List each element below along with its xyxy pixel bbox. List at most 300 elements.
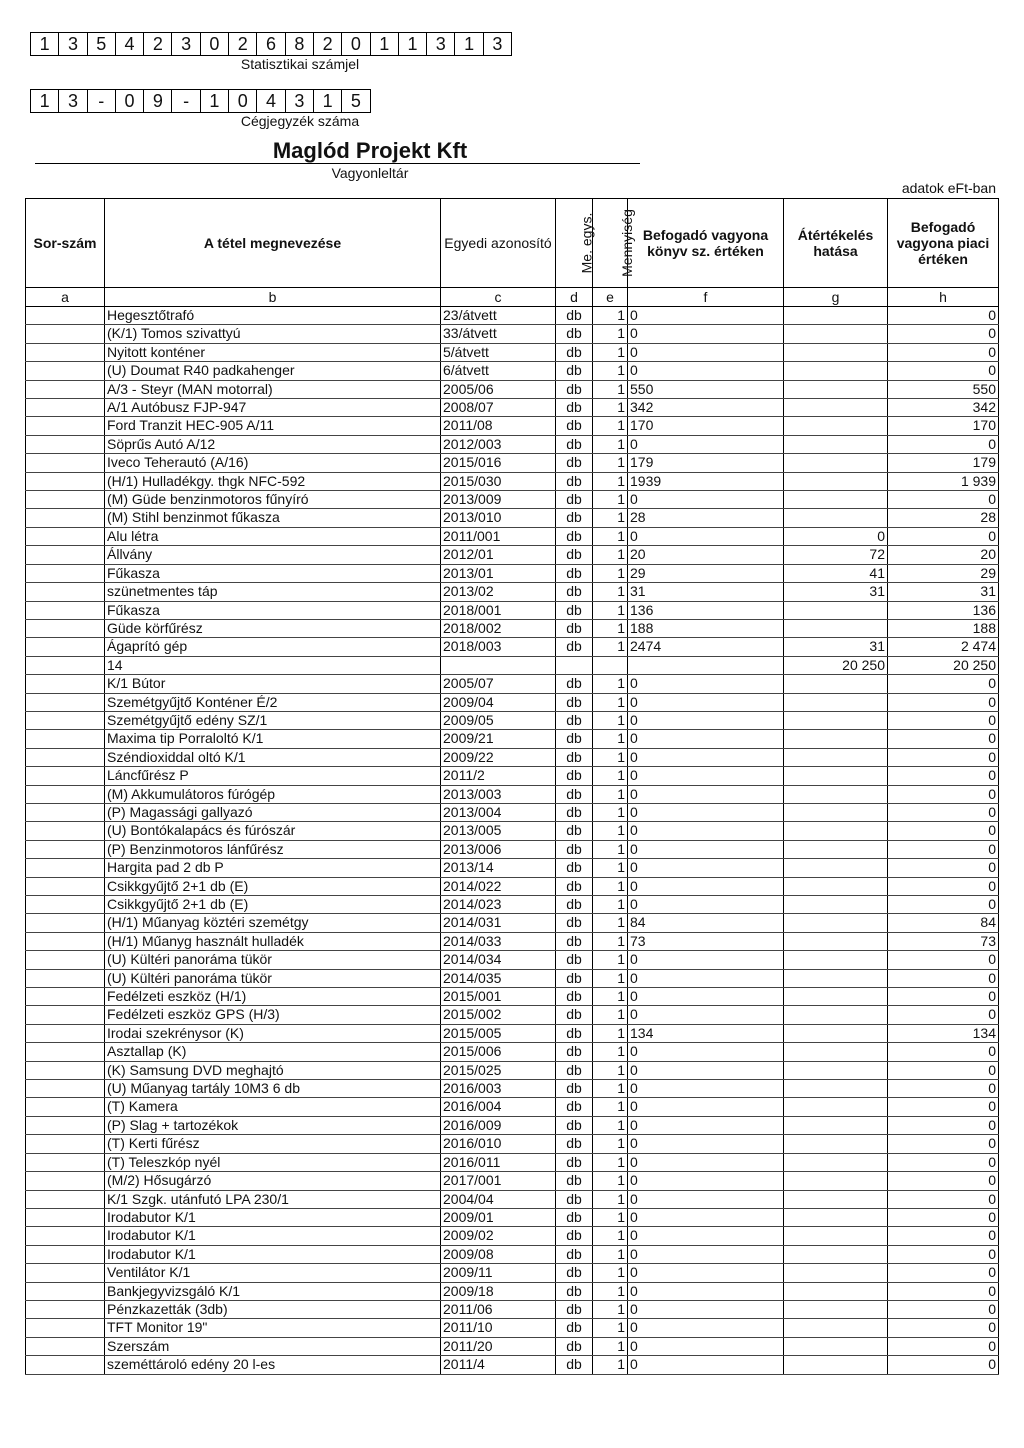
market-value: 179	[888, 454, 999, 472]
row-serial	[26, 343, 105, 361]
table-row	[26, 1024, 999, 1042]
item-name: (T) Teleszkóp nyél	[105, 1153, 441, 1171]
market-value: 20 250	[888, 656, 999, 674]
row-serial	[26, 711, 105, 729]
item-unit: db	[556, 1356, 593, 1374]
book-value: 2474	[628, 638, 784, 656]
book-value	[628, 656, 784, 674]
book-value: 84	[628, 914, 784, 932]
revaluation	[784, 1043, 888, 1061]
book-value: 0	[628, 1080, 784, 1098]
item-id: 2018/003	[441, 638, 556, 656]
item-name: Irodai szekrénysor (K)	[105, 1024, 441, 1042]
market-value: 0	[888, 711, 999, 729]
book-value: 0	[628, 1153, 784, 1171]
row-serial	[26, 601, 105, 619]
item-name: (U) Bontókalapács és fúrószár	[105, 822, 441, 840]
row-serial	[26, 1264, 105, 1282]
book-value: 0	[628, 877, 784, 895]
company-name: Maglód Projekt Kft	[272, 138, 468, 163]
revaluation	[784, 840, 888, 858]
inventory-rows	[26, 307, 999, 1375]
code-digit: 5	[88, 33, 116, 55]
code-digit: 5	[350, 91, 361, 111]
item-unit: db	[556, 840, 593, 858]
market-value: 170	[888, 417, 999, 435]
item-unit: db	[556, 1024, 593, 1042]
revaluation	[784, 1356, 888, 1374]
item-qty: 1	[593, 527, 628, 545]
item-id	[441, 656, 556, 674]
item-qty: 1	[593, 1098, 628, 1116]
item-id: 2015/016	[441, 454, 556, 472]
item-id: 2014/033	[441, 932, 556, 950]
item-qty: 1	[593, 343, 628, 361]
item-name: TFT Monitor 19"	[105, 1319, 441, 1337]
code-digit: 6	[257, 33, 285, 55]
reg-code-boxes	[30, 89, 371, 113]
table-row	[26, 527, 999, 545]
item-unit: db	[556, 785, 593, 803]
item-name: Bankjegyvizsgáló K/1	[105, 1282, 441, 1300]
item-qty: 1	[593, 711, 628, 729]
revaluation	[784, 711, 888, 729]
revaluation	[784, 1319, 888, 1337]
item-unit: db	[556, 380, 593, 398]
market-value: 0	[888, 1061, 999, 1079]
item-id: 2013/02	[441, 583, 556, 601]
item-id: 33/átvett	[441, 325, 556, 343]
row-serial	[26, 1245, 105, 1263]
item-unit: db	[556, 1061, 593, 1079]
code-digit: 4	[257, 90, 285, 112]
market-value: 0	[888, 1319, 999, 1337]
code-digit: 8	[286, 33, 314, 55]
table-row	[26, 1043, 999, 1061]
row-serial	[26, 1024, 105, 1042]
item-id: 6/átvett	[441, 362, 556, 380]
item-id: 2004/04	[441, 1190, 556, 1208]
item-unit: db	[556, 472, 593, 490]
book-value: 0	[628, 1264, 784, 1282]
item-id: 2016/004	[441, 1098, 556, 1116]
item-name: (K/1) Tomos szivattyú	[105, 325, 441, 343]
item-unit: db	[556, 601, 593, 619]
code-digit: 3	[286, 90, 314, 112]
revaluation	[784, 1300, 888, 1318]
table-row	[26, 1319, 999, 1337]
item-unit: db	[556, 1098, 593, 1116]
item-name: (P) Slag + tartozékok	[105, 1116, 441, 1134]
book-value: 0	[628, 767, 784, 785]
market-value: 73	[888, 932, 999, 950]
row-serial	[26, 1043, 105, 1061]
item-name: Pénzkazetták (3db)	[105, 1300, 441, 1318]
revaluation: 41	[784, 564, 888, 582]
table-row	[26, 988, 999, 1006]
item-id: 2014/023	[441, 896, 556, 914]
item-name: (H/1) Hulladékgy. thgk NFC-592	[105, 472, 441, 490]
item-id: 2015/005	[441, 1024, 556, 1042]
item-name: (U) Műanyag tartály 10M3 6 db	[105, 1080, 441, 1098]
item-id: 2015/030	[441, 472, 556, 490]
header-d-text: Me. egys.	[578, 212, 595, 274]
table-row	[26, 969, 999, 987]
row-serial	[26, 307, 105, 325]
item-unit: db	[556, 1153, 593, 1171]
item-unit: db	[556, 546, 593, 564]
item-name: (P) Magassági gallyazó	[105, 803, 441, 821]
market-value: 342	[888, 399, 999, 417]
item-unit: db	[556, 362, 593, 380]
item-qty: 1	[593, 362, 628, 380]
book-value: 179	[628, 454, 784, 472]
revaluation	[784, 969, 888, 987]
row-serial	[26, 509, 105, 527]
market-value: 0	[888, 527, 999, 545]
row-serial	[26, 656, 105, 674]
item-id: 2013/005	[441, 822, 556, 840]
book-value: 0	[628, 1190, 784, 1208]
row-serial	[26, 1356, 105, 1374]
item-name: Ágaprító gép	[105, 638, 441, 656]
table-row	[26, 951, 999, 969]
item-unit: db	[556, 619, 593, 637]
revaluation	[784, 785, 888, 803]
revaluation	[784, 491, 888, 509]
row-serial	[26, 1319, 105, 1337]
book-value: 0	[628, 1116, 784, 1134]
item-unit: db	[556, 1190, 593, 1208]
item-id: 2013/01	[441, 564, 556, 582]
book-value: 73	[628, 932, 784, 950]
market-value: 28	[888, 509, 999, 527]
revaluation	[784, 675, 888, 693]
book-value: 342	[628, 399, 784, 417]
item-name: (T) Kamera	[105, 1098, 441, 1116]
table-row	[26, 932, 999, 950]
book-value: 0	[628, 435, 784, 453]
table-row	[26, 914, 999, 932]
row-serial	[26, 785, 105, 803]
item-unit: db	[556, 417, 593, 435]
item-qty: 1	[593, 1080, 628, 1098]
letter-e: e	[593, 288, 628, 307]
item-qty: 1	[593, 601, 628, 619]
revaluation	[784, 1227, 888, 1245]
code-digit: -	[172, 90, 200, 112]
row-serial	[26, 1080, 105, 1098]
book-value: 1939	[628, 472, 784, 490]
market-value: 0	[888, 803, 999, 821]
inventory-table	[25, 198, 999, 1375]
item-name: K/1 Szgk. utánfutó LPA 230/1	[105, 1190, 441, 1208]
item-name: (H/1) Műanyag köztéri szemétgy	[105, 914, 441, 932]
item-id: 2009/05	[441, 711, 556, 729]
item-unit: db	[556, 767, 593, 785]
item-unit: db	[556, 877, 593, 895]
item-id: 2011/06	[441, 1300, 556, 1318]
header-c: Egyedi azonosító	[441, 199, 556, 288]
book-value: 0	[628, 840, 784, 858]
item-id: 2015/002	[441, 1006, 556, 1024]
revaluation	[784, 399, 888, 417]
table-row	[26, 693, 999, 711]
item-id: 2013/003	[441, 785, 556, 803]
letter-g: g	[784, 288, 888, 307]
code-digit: 0	[116, 90, 144, 112]
row-serial	[26, 546, 105, 564]
item-qty: 1	[593, 307, 628, 325]
header-d	[556, 199, 593, 288]
book-value: 0	[628, 693, 784, 711]
item-name: Söprűs Autó A/12	[105, 435, 441, 453]
book-value: 0	[628, 748, 784, 766]
code-digit: 2	[144, 33, 172, 55]
item-name: (H/1) Műanyg használt hulladék	[105, 932, 441, 950]
revaluation	[784, 932, 888, 950]
item-id: 2013/14	[441, 859, 556, 877]
item-qty: 1	[593, 1208, 628, 1226]
item-unit: db	[556, 307, 593, 325]
item-id: 5/átvett	[441, 343, 556, 361]
market-value: 0	[888, 1006, 999, 1024]
market-value: 0	[888, 1282, 999, 1300]
item-id: 2005/07	[441, 675, 556, 693]
column-letters-row	[26, 288, 999, 307]
item-id: 2013/010	[441, 509, 556, 527]
row-serial	[26, 325, 105, 343]
revaluation	[784, 1006, 888, 1024]
book-value: 0	[628, 675, 784, 693]
revaluation	[784, 343, 888, 361]
book-value: 31	[628, 583, 784, 601]
item-qty: 1	[593, 380, 628, 398]
item-qty: 1	[593, 583, 628, 601]
row-serial	[26, 693, 105, 711]
header-e-text: Mennyiség	[618, 209, 635, 277]
item-id: 2009/01	[441, 1208, 556, 1226]
revaluation	[784, 454, 888, 472]
item-unit: db	[556, 583, 593, 601]
book-value: 0	[628, 988, 784, 1006]
row-serial	[26, 491, 105, 509]
row-serial	[26, 1006, 105, 1024]
item-id: 2011/08	[441, 417, 556, 435]
revaluation	[784, 601, 888, 619]
item-name: (M) Güde benzinmotoros fűnyíró	[105, 491, 441, 509]
market-value: 31	[888, 583, 999, 601]
table-row	[26, 435, 999, 453]
revaluation	[784, 1116, 888, 1134]
revaluation	[784, 509, 888, 527]
row-serial	[26, 362, 105, 380]
item-qty: 1	[593, 509, 628, 527]
item-name: (U) Kültéri panoráma tükör	[105, 951, 441, 969]
revaluation	[784, 1080, 888, 1098]
table-row	[26, 1264, 999, 1282]
revaluation	[784, 1153, 888, 1171]
market-value: 0	[888, 951, 999, 969]
revaluation	[784, 988, 888, 1006]
item-name: 14	[105, 656, 441, 674]
row-serial	[26, 564, 105, 582]
item-id: 2014/034	[441, 951, 556, 969]
header-g: Átértékelés hatása	[784, 199, 888, 288]
item-name: Güde körfűrész	[105, 619, 441, 637]
item-id: 2016/003	[441, 1080, 556, 1098]
item-id: 2014/035	[441, 969, 556, 987]
row-serial	[26, 730, 105, 748]
item-unit: db	[556, 1080, 593, 1098]
item-qty	[593, 656, 628, 674]
item-unit: db	[556, 969, 593, 987]
header-e	[593, 199, 635, 288]
item-qty: 1	[593, 1282, 628, 1300]
market-value: 0	[888, 325, 999, 343]
item-id: 2015/006	[441, 1043, 556, 1061]
item-name: (M) Akkumulátoros fúrógép	[105, 785, 441, 803]
table-row	[26, 1245, 999, 1263]
row-serial	[26, 1227, 105, 1245]
item-id: 2018/002	[441, 619, 556, 637]
market-value: 0	[888, 343, 999, 361]
item-qty: 1	[593, 1319, 628, 1337]
item-unit: db	[556, 1006, 593, 1024]
item-unit: db	[556, 399, 593, 417]
table-row	[26, 380, 999, 398]
item-unit: db	[556, 730, 593, 748]
item-unit: db	[556, 454, 593, 472]
table-row	[26, 711, 999, 729]
row-serial	[26, 435, 105, 453]
row-serial	[26, 380, 105, 398]
table-row	[26, 767, 999, 785]
item-unit: db	[556, 1135, 593, 1153]
item-name: Szerszám	[105, 1337, 441, 1355]
item-qty: 1	[593, 675, 628, 693]
item-qty: 1	[593, 435, 628, 453]
item-unit: db	[556, 509, 593, 527]
revaluation	[784, 803, 888, 821]
revaluation	[784, 896, 888, 914]
book-value: 0	[628, 711, 784, 729]
revaluation	[784, 859, 888, 877]
item-name: Fedélzeti eszköz (H/1)	[105, 988, 441, 1006]
table-row	[26, 877, 999, 895]
revaluation	[784, 325, 888, 343]
revaluation	[784, 1061, 888, 1079]
item-id: 2009/04	[441, 693, 556, 711]
letter-d: d	[556, 288, 593, 307]
market-value: 550	[888, 380, 999, 398]
book-value: 0	[628, 730, 784, 748]
item-qty: 1	[593, 896, 628, 914]
table-row	[26, 417, 999, 435]
table-row	[26, 785, 999, 803]
item-unit: db	[556, 1264, 593, 1282]
item-unit: db	[556, 932, 593, 950]
item-qty: 1	[593, 822, 628, 840]
market-value: 0	[888, 1098, 999, 1116]
item-unit: db	[556, 896, 593, 914]
item-qty: 1	[593, 693, 628, 711]
document-title: Vagyonleltár	[331, 165, 409, 181]
market-value: 20	[888, 546, 999, 564]
code-digit: 9	[144, 90, 172, 112]
item-id: 2014/031	[441, 914, 556, 932]
item-unit: db	[556, 325, 593, 343]
item-unit: db	[556, 1245, 593, 1263]
revaluation	[784, 693, 888, 711]
market-value: 0	[888, 1300, 999, 1318]
header-a: Sor-szám	[26, 199, 105, 288]
code-digit: 2	[314, 33, 342, 55]
table-row	[26, 675, 999, 693]
revaluation: 31	[784, 583, 888, 601]
row-serial	[26, 454, 105, 472]
item-name: Irodabutor K/1	[105, 1208, 441, 1226]
book-value: 0	[628, 362, 784, 380]
item-qty: 1	[593, 730, 628, 748]
book-value: 0	[628, 1208, 784, 1226]
item-qty: 1	[593, 1172, 628, 1190]
item-name: Asztallap (K)	[105, 1043, 441, 1061]
market-value: 0	[888, 1043, 999, 1061]
item-name: (T) Kerti fűrész	[105, 1135, 441, 1153]
table-row	[26, 1080, 999, 1098]
row-serial	[26, 527, 105, 545]
item-name: Csikkgyűjtő 2+1 db (E)	[105, 896, 441, 914]
market-value: 136	[888, 601, 999, 619]
table-row	[26, 564, 999, 582]
code-digit: 4	[116, 33, 144, 55]
header-b: A tétel megnevezése	[105, 199, 441, 288]
item-unit	[556, 656, 593, 674]
revaluation	[784, 619, 888, 637]
stat-code-label: Statisztikai számjel	[240, 56, 360, 72]
book-value: 29	[628, 564, 784, 582]
item-unit: db	[556, 1116, 593, 1134]
item-id: 2018/001	[441, 601, 556, 619]
item-id: 2015/025	[441, 1061, 556, 1079]
code-digit: 0	[201, 33, 229, 55]
item-name: (P) Benzinmotoros lánfűrész	[105, 840, 441, 858]
item-id: 2013/006	[441, 840, 556, 858]
item-unit: db	[556, 914, 593, 932]
item-qty: 1	[593, 1024, 628, 1042]
row-serial	[26, 840, 105, 858]
item-id: 2016/011	[441, 1153, 556, 1171]
market-value: 0	[888, 877, 999, 895]
market-value: 0	[888, 362, 999, 380]
revaluation	[784, 748, 888, 766]
header-row	[26, 199, 999, 288]
item-unit: db	[556, 1043, 593, 1061]
book-value: 0	[628, 969, 784, 987]
book-value: 0	[628, 1227, 784, 1245]
item-name: Láncfűrész P	[105, 767, 441, 785]
item-unit: db	[556, 803, 593, 821]
table-row	[26, 583, 999, 601]
market-value: 0	[888, 859, 999, 877]
book-value: 0	[628, 307, 784, 325]
revaluation	[784, 1024, 888, 1042]
row-serial	[26, 1061, 105, 1079]
row-serial	[26, 932, 105, 950]
item-qty: 1	[593, 491, 628, 509]
book-value: 0	[628, 1098, 784, 1116]
